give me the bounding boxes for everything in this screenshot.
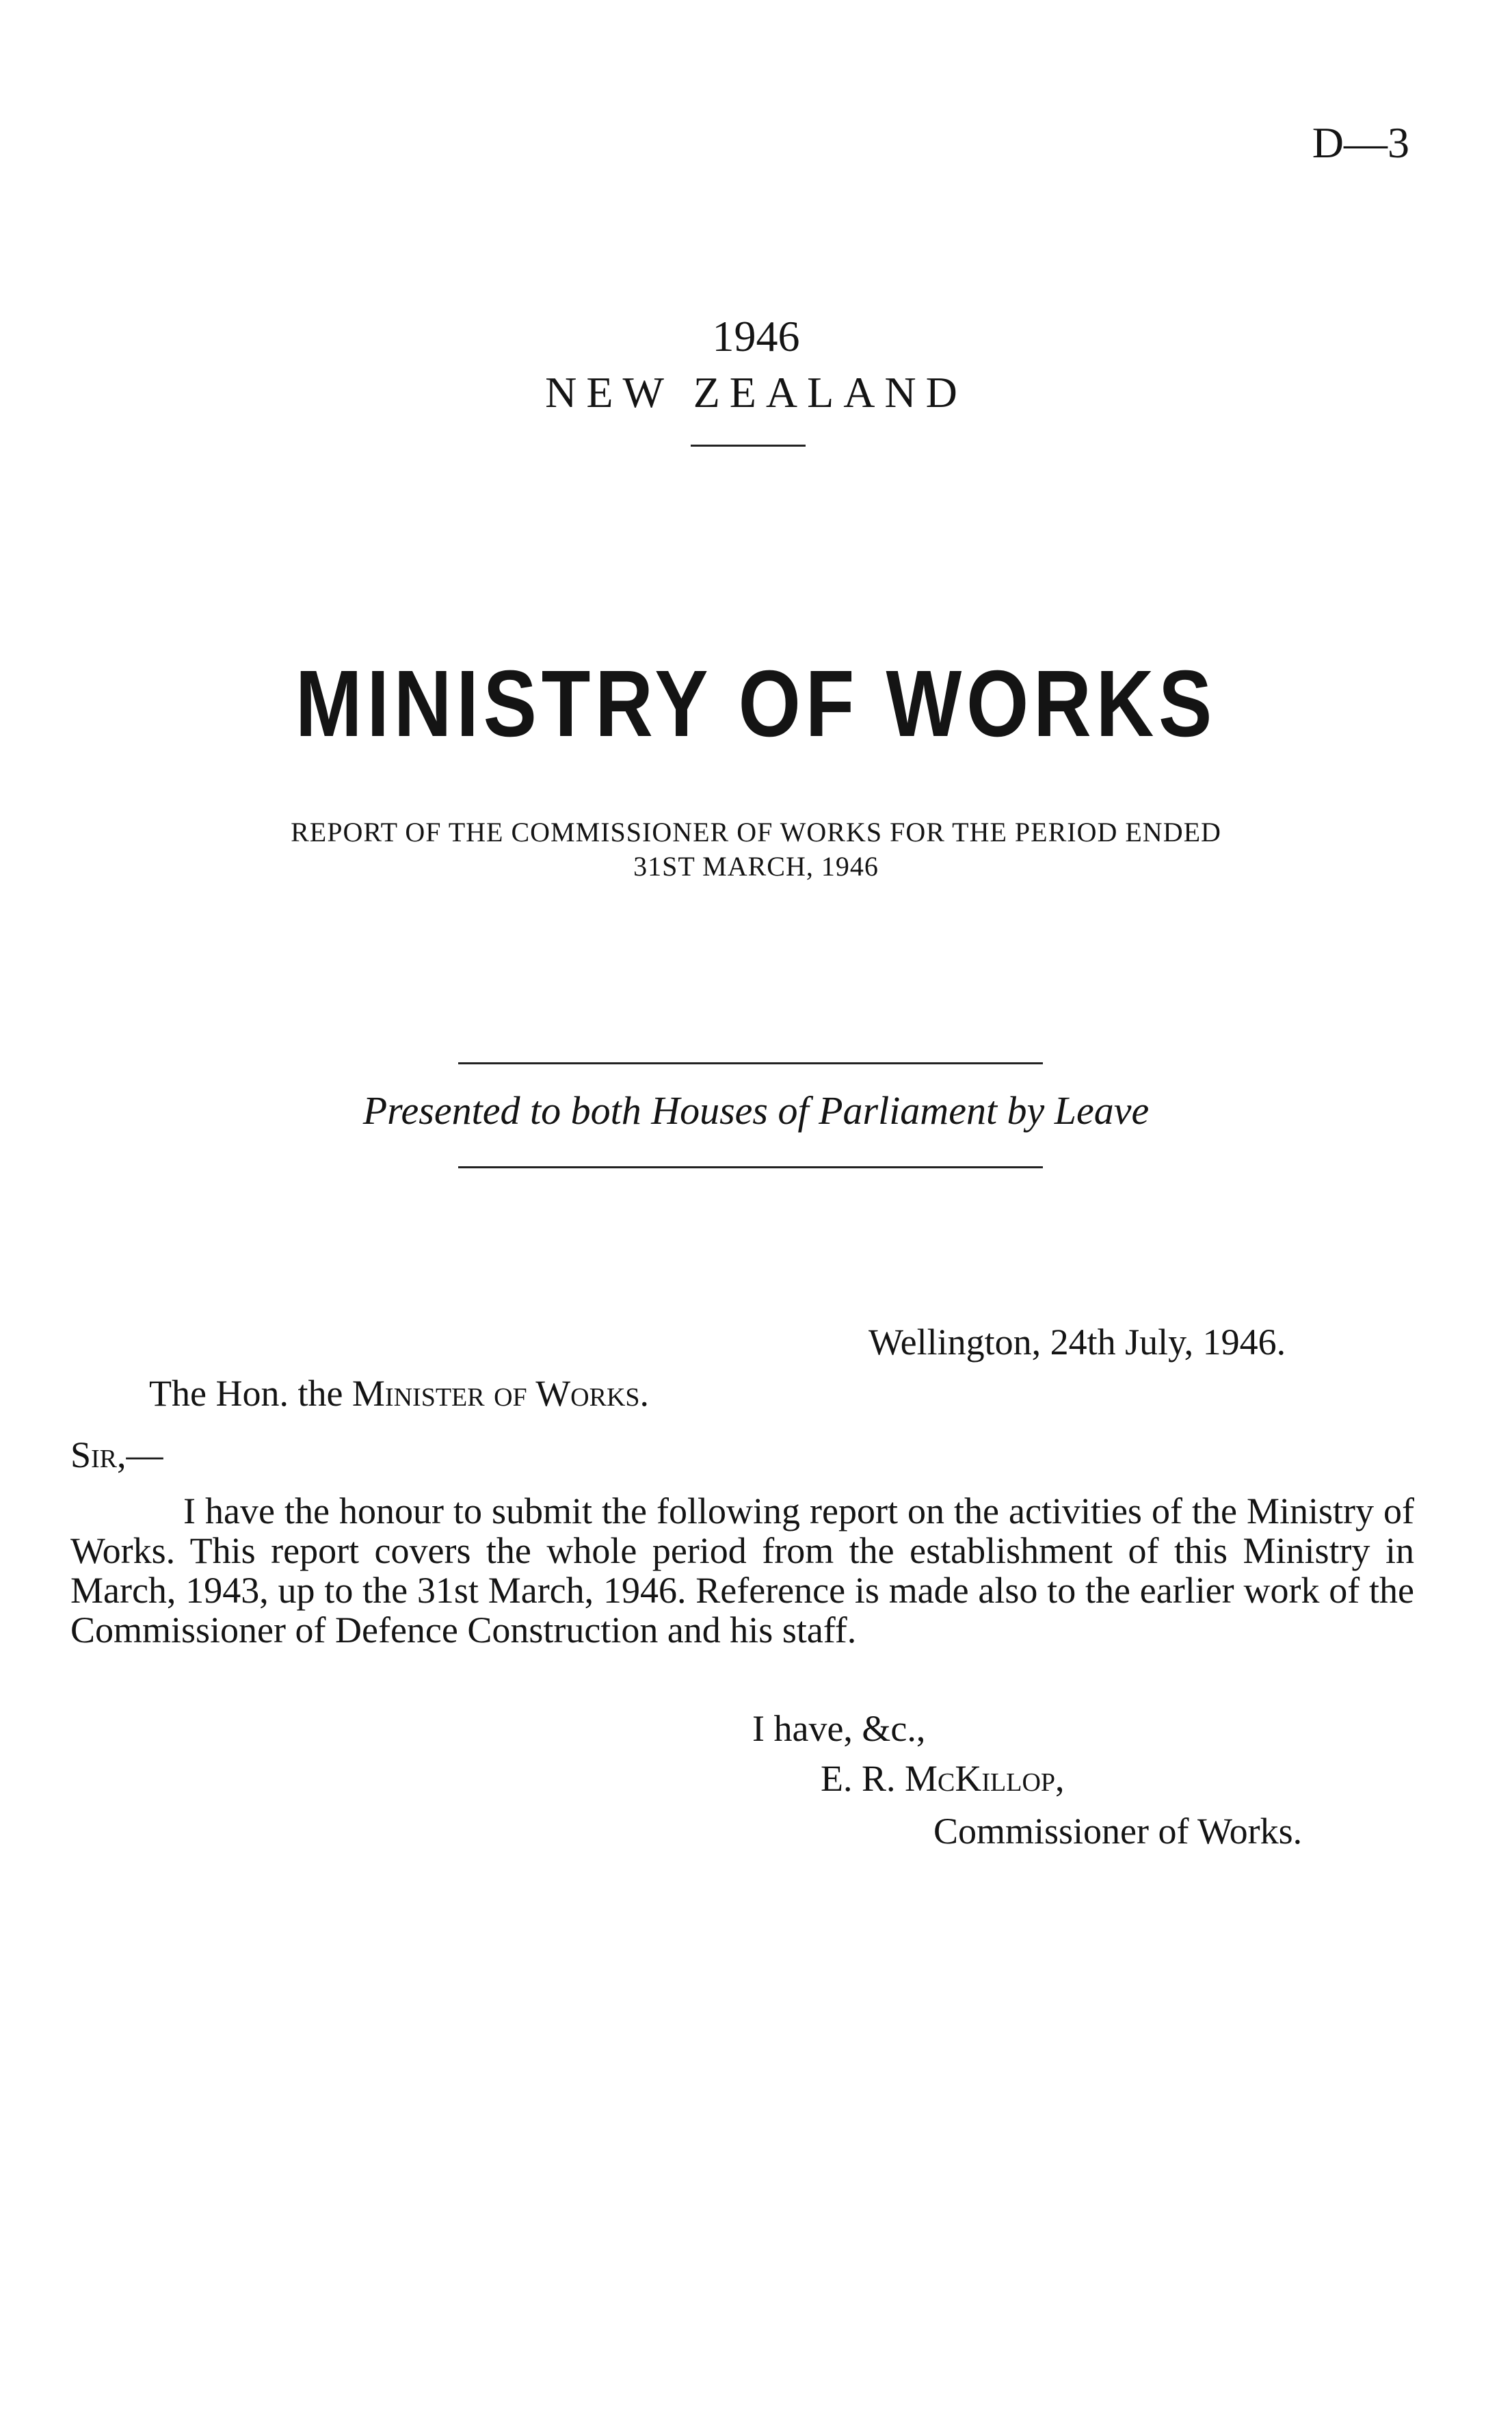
- report-subtitle-line1: REPORT OF THE COMMISSIONER OF WORKS FOR THE PERIOD ENDED: [291, 817, 1221, 847]
- signatory-title: Commissioner of Works.: [933, 1811, 1303, 1852]
- letter-body: [70, 1491, 1414, 1650]
- document-title: MINISTRY OF WORKS: [295, 651, 1217, 757]
- publication-year: 1946: [712, 312, 800, 360]
- addressee-title: Minister of Works.: [352, 1373, 650, 1414]
- divider-short: [691, 445, 806, 447]
- divider-bottom: [458, 1166, 1043, 1168]
- presented-note: Presented to both Houses of Parliament by Leave: [362, 1088, 1150, 1133]
- divider-top: [458, 1062, 1043, 1064]
- country-heading: NEW ZEALAND: [545, 368, 967, 417]
- salutation: Sir,—: [70, 1434, 163, 1475]
- signatory-name: E. R. McKillop,: [821, 1758, 1065, 1799]
- addressee: [149, 1375, 649, 1412]
- page-reference: D—3: [1312, 118, 1409, 167]
- letter-paragraph: I have the honour to submit the following report on the activities of the Ministry of Works. This report covers the whole period from the establishment of this Ministry in March, 1943, up to the 31st March, 1946. Reference is made also to the earlier work of the Commissioner of Defence Construction and his staff.: [70, 1490, 1414, 1651]
- closing: I have, &c.,: [752, 1708, 926, 1749]
- addressee-prefix: The Hon. the: [149, 1373, 343, 1414]
- place-date: Wellington, 24th July, 1946.: [868, 1322, 1286, 1363]
- report-subtitle-line2: 31ST MARCH, 1946: [633, 851, 879, 882]
